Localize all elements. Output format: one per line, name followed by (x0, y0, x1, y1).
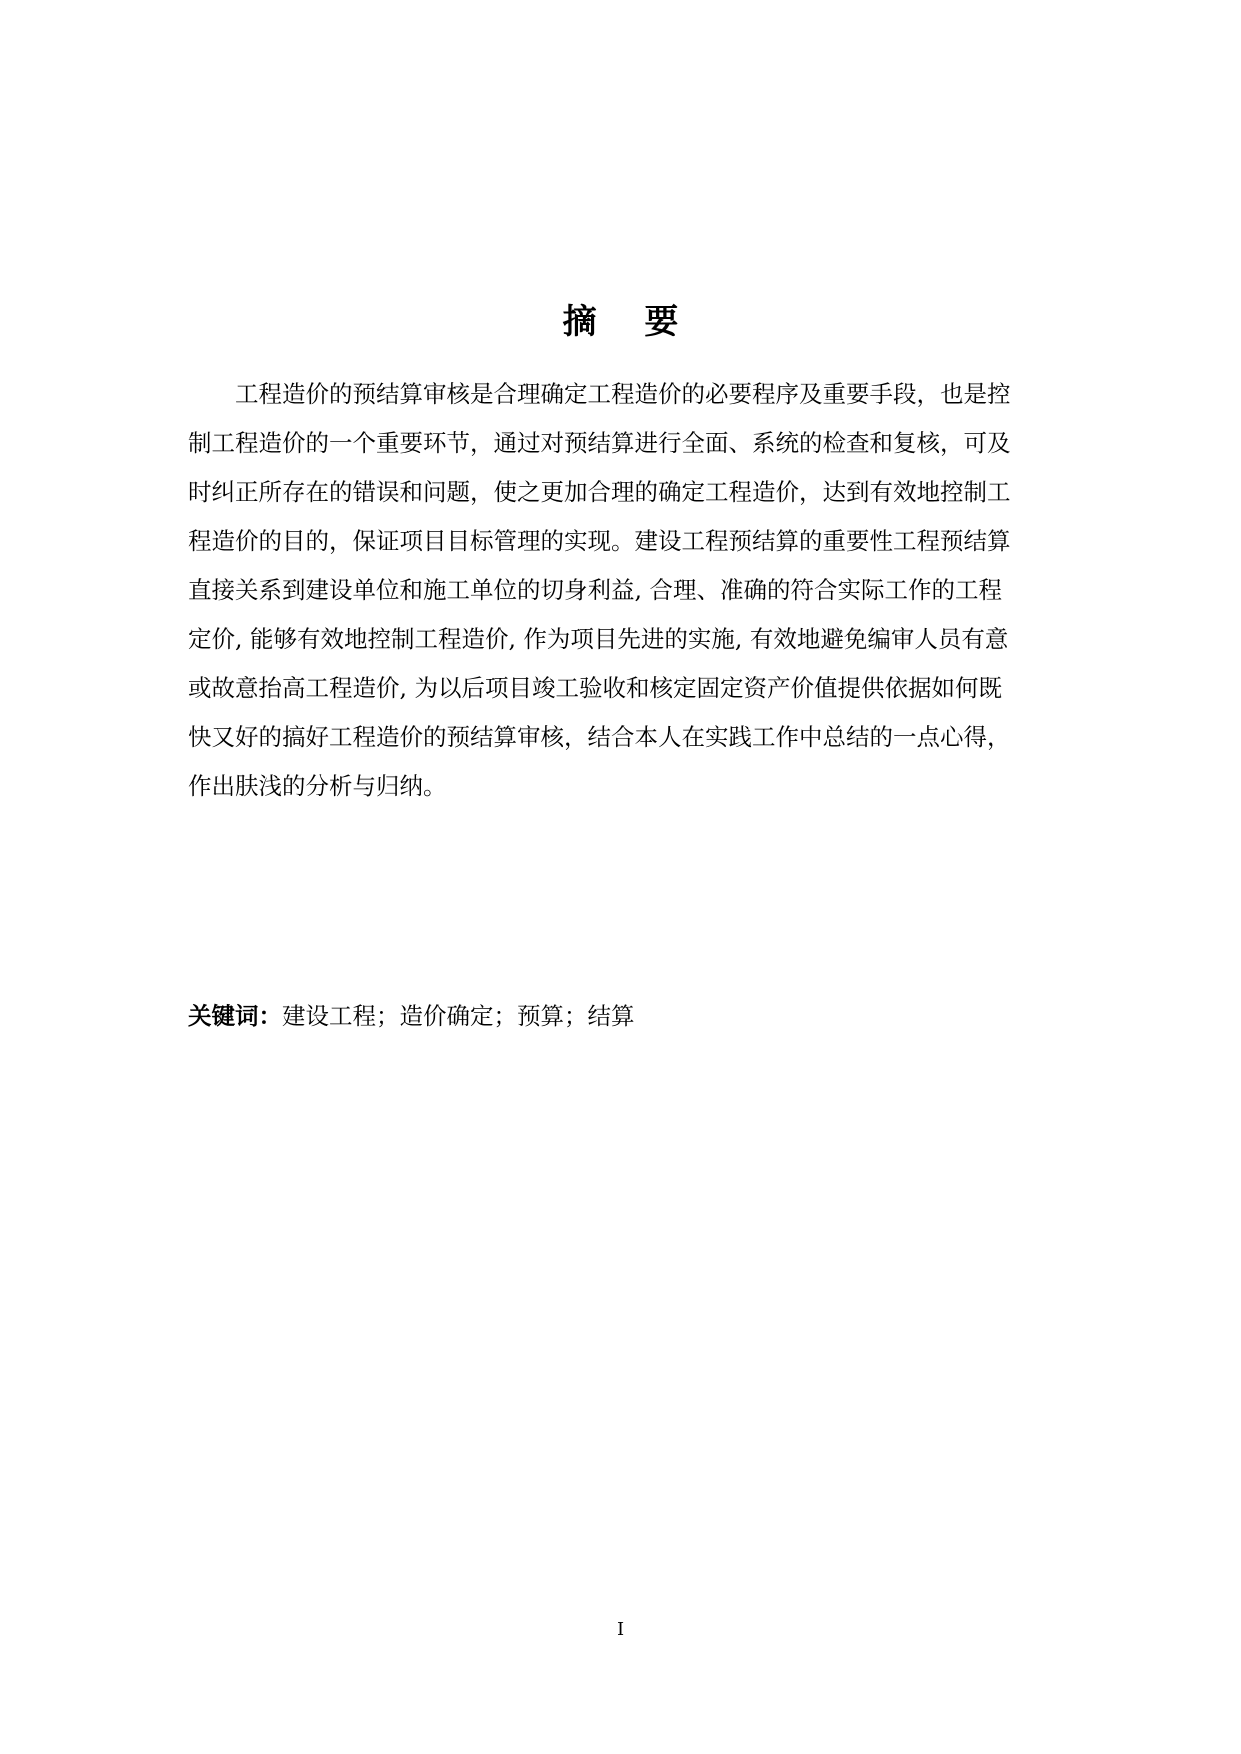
page-number: I (616, 1619, 625, 1640)
abstract-line: 或故意抬高工程造价, 为以后项目竣工验收和核定固定资产价值提供依据如何既 (188, 674, 1002, 702)
keywords-value: 建设工程；造价确定；预算；结算 (282, 1002, 635, 1030)
abstract-body (188, 370, 1058, 811)
keywords-label: 关键词： (188, 1002, 282, 1030)
abstract-line: 工程造价的预结算审核是合理确定工程造价的必要程序及重要手段，也是控 (235, 380, 1011, 408)
abstract-line: 作出肤浅的分析与归纳。 (188, 772, 447, 800)
abstract-line: 程造价的目的，保证项目目标管理的实现。建设工程预结算的重要性工程预结算 (188, 527, 1011, 555)
abstract-line: 快又好的搞好工程造价的预结算审核，结合本人在实践工作中总结的一点心得， (188, 723, 1011, 751)
abstract-line: 定价, 能够有效地控制工程造价, 作为项目先进的实施, 有效地避免编审人员有意 (188, 625, 1009, 653)
abstract-line: 时纠正所存在的错误和问题，使之更加合理的确定工程造价，达到有效地控制工 (188, 478, 1011, 506)
keywords-section (188, 998, 1058, 1034)
abstract-line: 制工程造价的一个重要环节，通过对预结算进行全面、系统的检查和复核，可及 (188, 429, 1011, 457)
abstract-line: 直接关系到建设单位和施工单位的切身利益, 合理、准确的符合实际工作的工程 (188, 576, 1002, 604)
abstract-title: 摘 要 (562, 302, 697, 342)
